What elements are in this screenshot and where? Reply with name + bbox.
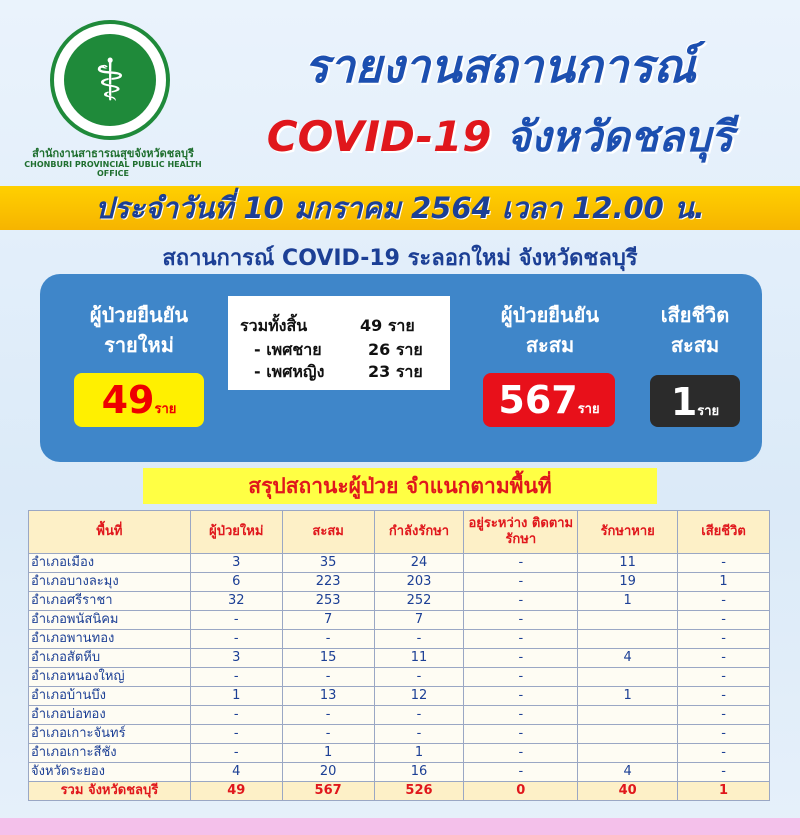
table-header-row [29, 511, 770, 554]
value-cell: 1 [578, 592, 678, 611]
cumulative-value: 567 [498, 378, 578, 422]
value-cell: 6 [190, 573, 282, 592]
value-cell: - [464, 611, 578, 630]
value-cell: 20 [282, 763, 374, 782]
table-row [29, 687, 770, 706]
table-row [29, 592, 770, 611]
value-cell: 1 [282, 744, 374, 763]
district-name-cell: อำเภอบ่อทอง [29, 706, 191, 725]
value-cell: - [678, 725, 770, 744]
deaths-value: 1 [670, 380, 698, 424]
bottom-strip [0, 818, 800, 835]
col-header-cumulative: สะสม [282, 511, 374, 554]
value-cell: - [190, 744, 282, 763]
new-cases-box [74, 373, 204, 427]
district-name-cell: อำเภอเมือง [29, 554, 191, 573]
caduceus-icon: ⚕ [94, 46, 126, 114]
district-name-cell: อำเภอหนองใหญ่ [29, 668, 191, 687]
table-row [29, 630, 770, 649]
value-cell: - [282, 668, 374, 687]
value-cell: 1 [578, 687, 678, 706]
table-row [29, 611, 770, 630]
value-cell: - [678, 687, 770, 706]
value-cell: - [374, 668, 464, 687]
value-cell: - [190, 611, 282, 630]
cumulative-label-line2: สะสม [525, 333, 575, 357]
value-cell: - [678, 763, 770, 782]
value-cell: - [464, 573, 578, 592]
moph-logo [50, 20, 170, 140]
value-cell: - [190, 725, 282, 744]
total-label-cell: รวม จังหวัดชลบุรี [29, 782, 191, 801]
value-cell: - [190, 706, 282, 725]
total-value: 49 ราย [360, 316, 415, 335]
table-row [29, 725, 770, 744]
deaths-unit: ราย [697, 404, 720, 419]
value-cell: - [190, 630, 282, 649]
report-subtitle [230, 104, 770, 170]
report-title: รายงานสถานการณ์ [304, 39, 696, 93]
value-cell: 7 [374, 611, 464, 630]
cumulative-box [483, 373, 615, 427]
deaths-label-line1: เสียชีวิต [660, 303, 730, 327]
district-name-cell: อำเภอเกาะสีชัง [29, 744, 191, 763]
value-cell: - [678, 668, 770, 687]
table-row [29, 744, 770, 763]
new-cases-label-line2: รายใหม่ [104, 333, 174, 357]
value-cell: - [464, 763, 578, 782]
office-name-th: สำนักงานสาธารณสุขจังหวัดชลบุรี [32, 147, 194, 160]
value-cell: - [374, 725, 464, 744]
male-label: - เพศชาย [254, 340, 322, 359]
office-name-en: CHONBURI PROVINCIAL PUBLIC HEALTH OFFICE [24, 160, 202, 178]
district-name-cell: อำเภอพานทอง [29, 630, 191, 649]
deaths-label-line2: สะสม [670, 333, 720, 357]
value-cell: - [374, 630, 464, 649]
value-cell: - [464, 687, 578, 706]
value-cell: 32 [190, 592, 282, 611]
new-cases-unit: ราย [154, 402, 177, 417]
value-cell: 3 [190, 649, 282, 668]
female-value: 23 ราย [368, 362, 423, 381]
value-cell: - [374, 706, 464, 725]
value-cell: - [464, 649, 578, 668]
value-cell: 11 [374, 649, 464, 668]
district-name-cell: จังหวัดระยอง [29, 763, 191, 782]
col-header-new: ผู้ป่วยใหม่ [190, 511, 282, 554]
value-cell: - [464, 744, 578, 763]
value-cell: 4 [578, 649, 678, 668]
table-row [29, 706, 770, 725]
value-cell: 1 [678, 573, 770, 592]
total-label: รวมทั้งสิ้น [240, 316, 308, 335]
value-cell: - [678, 611, 770, 630]
value-cell: - [464, 630, 578, 649]
value-cell: 1 [374, 744, 464, 763]
total-value-cell: 567 [282, 782, 374, 801]
date-text: ประจำวันที่ 10 มกราคม 2564 เวลา 12.00 น. [95, 191, 705, 225]
male-value: 26 ราย [368, 340, 423, 359]
value-cell: 4 [578, 763, 678, 782]
total-value-cell: 40 [578, 782, 678, 801]
value-cell: - [464, 554, 578, 573]
table-row [29, 649, 770, 668]
deaths-label [636, 300, 754, 360]
new-cases-label [54, 300, 224, 360]
value-cell: - [282, 725, 374, 744]
deaths-box [650, 375, 740, 427]
district-name-cell: อำเภอศรีราชา [29, 592, 191, 611]
district-name-cell: อำเภอพนัสนิคม [29, 611, 191, 630]
district-table [28, 510, 770, 801]
value-cell: 1 [190, 687, 282, 706]
value-cell: - [678, 630, 770, 649]
value-cell: 11 [578, 554, 678, 573]
col-header-recovered: รักษาหาย [578, 511, 678, 554]
new-cases-label-line1: ผู้ป่วยยืนยัน [89, 303, 189, 327]
total-value-cell: 49 [190, 782, 282, 801]
table-body [29, 554, 770, 801]
value-cell: - [678, 592, 770, 611]
value-cell: - [678, 554, 770, 573]
value-cell [578, 744, 678, 763]
date-banner [0, 186, 800, 230]
value-cell [578, 668, 678, 687]
district-name-cell: อำเภอบางละมุง [29, 573, 191, 592]
table-row [29, 763, 770, 782]
table-row [29, 668, 770, 687]
value-cell: 24 [374, 554, 464, 573]
col-header-deaths: เสียชีวิต [678, 511, 770, 554]
summary-title: สรุปสถานะผู้ป่วย จำแนกตามพื้นที่ [143, 468, 657, 504]
value-cell: 15 [282, 649, 374, 668]
total-value-cell: 1 [678, 782, 770, 801]
table-row [29, 554, 770, 573]
cumulative-label-line1: ผู้ป่วยยืนยัน [500, 303, 600, 327]
female-label: - เพศหญิง [254, 362, 325, 381]
col-header-follow-up: อยู่ระหว่าง ติดตามรักษา [464, 511, 578, 554]
col-header-area: พื้นที่ [29, 511, 191, 554]
situation-heading: สถานการณ์ COVID-19 ระลอกใหม่ จังหวัดชลบุรี [162, 246, 638, 271]
table-row [29, 573, 770, 592]
district-name-cell: อำเภอบ้านบึง [29, 687, 191, 706]
value-cell [578, 611, 678, 630]
value-cell: - [190, 668, 282, 687]
value-cell: - [678, 706, 770, 725]
district-name-cell: อำเภอสัตหีบ [29, 649, 191, 668]
value-cell: 19 [578, 573, 678, 592]
value-cell: 3 [190, 554, 282, 573]
col-header-treating: กำลังรักษา [374, 511, 464, 554]
province-title: จังหวัดชลบุรี [506, 112, 734, 161]
total-breakdown-box [228, 296, 450, 390]
value-cell: - [464, 706, 578, 725]
table-total-row [29, 782, 770, 801]
value-cell: - [464, 668, 578, 687]
value-cell [578, 630, 678, 649]
cumulative-unit: ราย [577, 402, 600, 417]
cumulative-label [470, 300, 630, 360]
value-cell: 13 [282, 687, 374, 706]
value-cell: - [464, 592, 578, 611]
value-cell: 7 [282, 611, 374, 630]
value-cell: - [282, 706, 374, 725]
value-cell [578, 706, 678, 725]
value-cell: - [282, 630, 374, 649]
value-cell: - [678, 744, 770, 763]
value-cell: 4 [190, 763, 282, 782]
value-cell: 253 [282, 592, 374, 611]
total-value-cell: 0 [464, 782, 578, 801]
new-cases-value: 49 [101, 378, 155, 422]
value-cell: 12 [374, 687, 464, 706]
total-value-cell: 526 [374, 782, 464, 801]
value-cell [578, 725, 678, 744]
value-cell: 252 [374, 592, 464, 611]
covid-title: COVID-19 [266, 112, 492, 161]
value-cell: 35 [282, 554, 374, 573]
value-cell: 16 [374, 763, 464, 782]
value-cell: - [678, 649, 770, 668]
value-cell: 223 [282, 573, 374, 592]
district-name-cell: อำเภอเกาะจันทร์ [29, 725, 191, 744]
value-cell: 203 [374, 573, 464, 592]
value-cell: - [464, 725, 578, 744]
